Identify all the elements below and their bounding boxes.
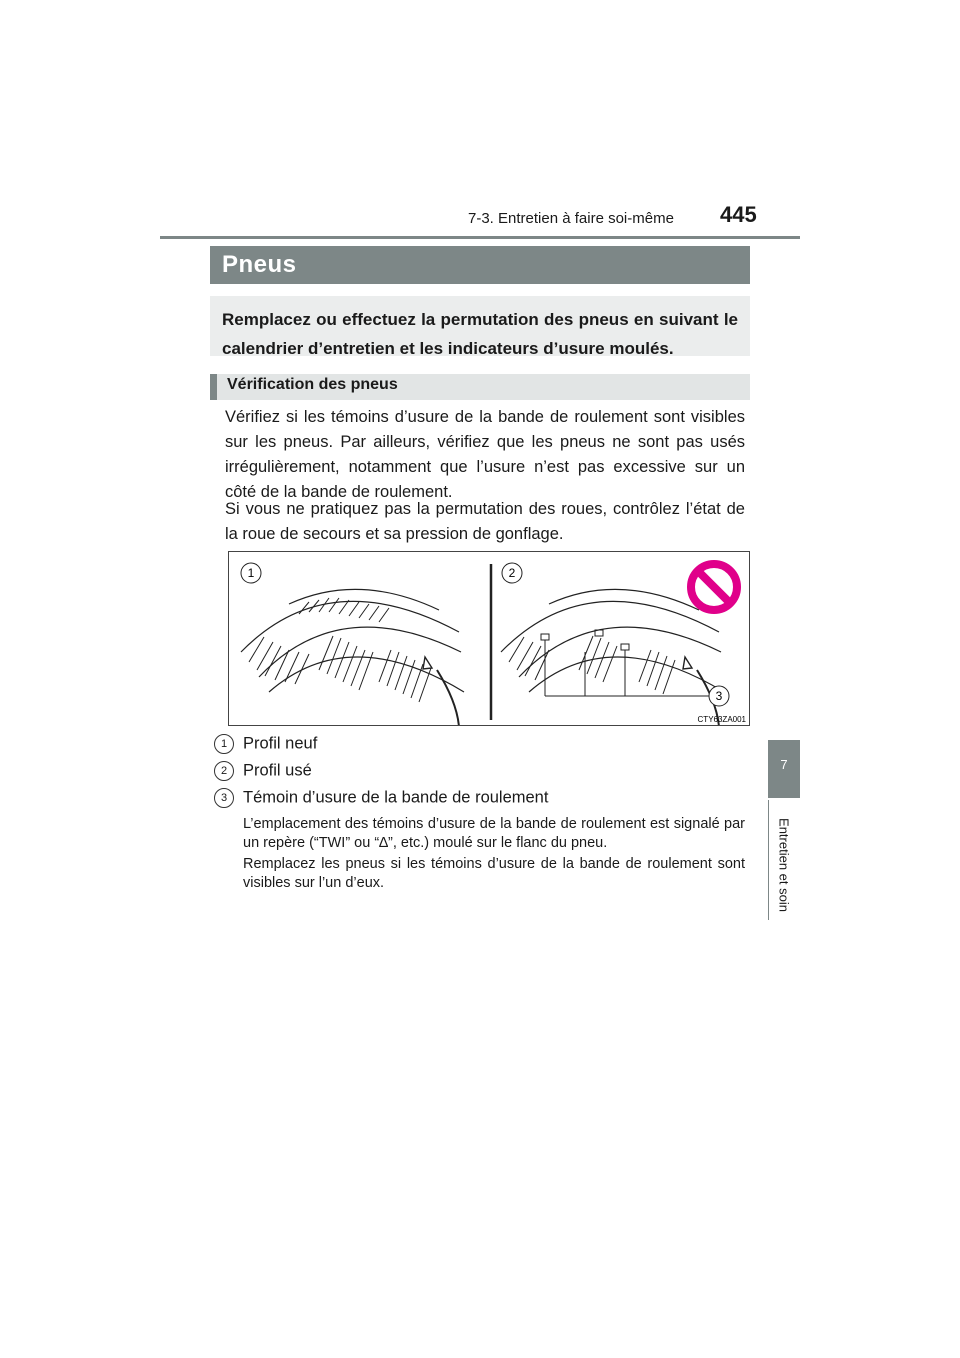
body-paragraph: Vérifiez si les témoins d’usure de la bande de roulement sont visibles sur les pneus. Par ailleurs, vérifiez que les pneus ne sont pas usés irrégulièrement, notamment que l’usure n’est pas excessive sur un côté de la bande de roulement.	[225, 408, 745, 501]
tire-illustration-drawing	[229, 552, 750, 726]
list-item	[214, 761, 312, 781]
prohibited-icon	[691, 564, 737, 610]
item-number-badge: 2	[214, 761, 234, 781]
callout-1-label: 1	[247, 566, 255, 580]
tire-worn-icon	[501, 589, 724, 726]
subsection-heading-text: Vérification des pneus	[227, 376, 398, 393]
intro-box: Remplacez ou effectuez la permutation des pneus en suivant le calendrier d’entretien et les indicateurs d’usure moulés.	[210, 296, 750, 356]
note-paragraph: L’emplacement des témoins d’usure de la bande de roulement est signalé par un repère (“TWI” ou “∆”, etc.) moulé sur le flanc du pneu.	[243, 816, 745, 851]
list-item	[214, 788, 548, 808]
item-text: Profil neuf	[243, 734, 318, 753]
section-title: 7-3. Entretien à faire soi-même	[468, 210, 674, 227]
page-number: 445	[720, 202, 757, 227]
figure-code: CTY63ZA001	[697, 715, 746, 724]
list-item	[214, 734, 317, 754]
section-heading	[210, 246, 750, 284]
subsection-heading	[210, 374, 750, 400]
item-text: Profil usé	[243, 761, 312, 780]
callout-2-label: 2	[508, 566, 516, 580]
section-heading-text: Pneus	[222, 251, 297, 278]
callout-3-label: 3	[715, 689, 723, 703]
item-number-badge: 1	[214, 734, 234, 754]
item-text: Témoin d’usure de la bande de roulement	[243, 788, 549, 807]
page-header	[160, 200, 800, 239]
body-paragraph: Si vous ne pratiquez pas la permutation des roues, contrôlez l’état de la roue de secours et sa pression de gonflage.	[225, 500, 745, 543]
tire-new-icon	[241, 589, 464, 726]
tire-illustration	[228, 551, 750, 726]
chapter-label: Entretien et soin	[776, 818, 792, 912]
item-number-badge: 3	[214, 788, 234, 808]
note-paragraph: Remplacez les pneus si les témoins d’usure de la bande de roulement sont visibles sur l’un d’eux.	[243, 856, 745, 891]
chapter-tab[interactable]: 7	[768, 740, 800, 798]
